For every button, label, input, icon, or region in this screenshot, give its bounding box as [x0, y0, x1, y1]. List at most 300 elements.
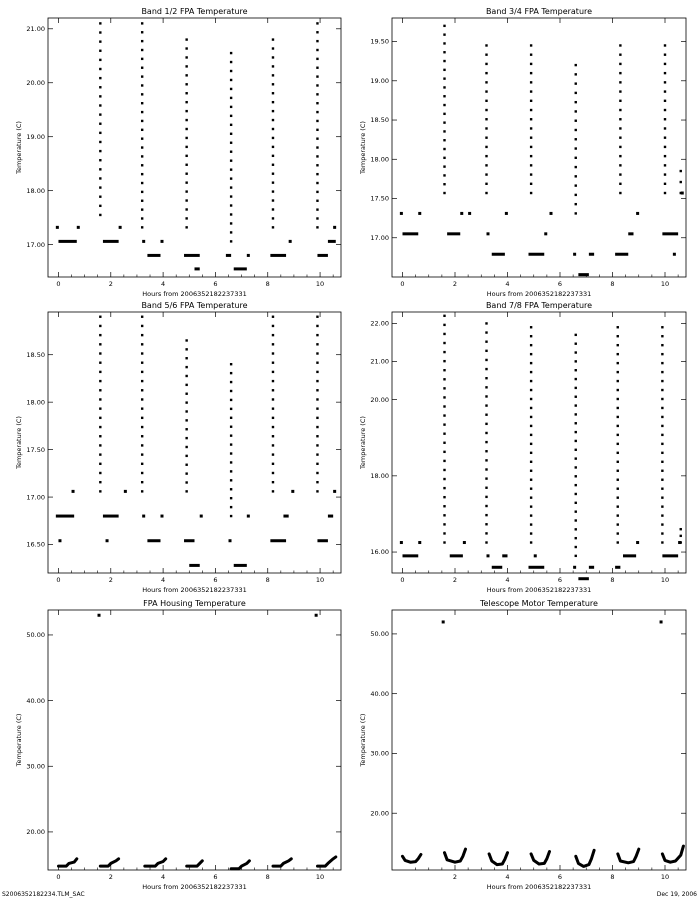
data-point	[617, 514, 619, 516]
data-point	[575, 147, 577, 149]
data-point	[230, 434, 232, 436]
data-segment	[234, 267, 247, 270]
data-point	[230, 426, 232, 428]
data-point	[272, 380, 274, 382]
data-point	[661, 371, 663, 373]
data-point	[443, 478, 445, 480]
data-point	[316, 417, 318, 419]
x-tick-label: 4	[161, 280, 166, 288]
data-point	[443, 387, 445, 389]
data-point	[99, 86, 101, 88]
data-point	[575, 537, 577, 539]
data-point	[485, 109, 487, 111]
y-tick-label: 18.00	[26, 398, 45, 407]
data-point	[575, 466, 577, 468]
data-point	[661, 461, 663, 463]
y-tick-label: 17.00	[26, 240, 45, 249]
data-point	[141, 352, 143, 354]
data-point	[185, 366, 187, 368]
data-point	[661, 452, 663, 454]
y-axis-label: Temperature (C)	[15, 121, 23, 174]
y-tick-label: 19.50	[370, 37, 389, 46]
y-tick-label: 17.50	[26, 445, 45, 454]
data-point	[575, 73, 577, 75]
data-point	[230, 61, 232, 63]
data-point	[661, 344, 663, 346]
data-point	[530, 532, 532, 534]
data-point	[617, 461, 619, 463]
data-point	[680, 170, 682, 172]
data-point	[485, 90, 487, 92]
data-point	[619, 173, 621, 175]
data-segment	[529, 566, 545, 569]
data-point	[185, 226, 187, 228]
data-point	[664, 136, 666, 138]
data-point	[272, 92, 274, 94]
data-point	[316, 352, 318, 354]
data-point	[680, 181, 682, 183]
data-point	[485, 450, 487, 452]
data-point	[530, 44, 532, 46]
data-point	[619, 44, 621, 46]
data-point	[530, 452, 532, 454]
data-point	[619, 72, 621, 74]
data-point	[141, 49, 143, 51]
data-point	[185, 47, 187, 49]
data-point	[619, 146, 621, 148]
data-point	[485, 414, 487, 416]
data-point	[316, 380, 318, 382]
data-segment	[673, 253, 676, 256]
data-point	[443, 86, 445, 88]
x-tick-label: 4	[161, 576, 166, 584]
data-point	[575, 194, 577, 196]
data-point	[617, 326, 619, 328]
data-point	[617, 335, 619, 337]
data-point	[617, 398, 619, 400]
data-point	[99, 426, 101, 428]
data-segment	[184, 539, 194, 542]
data-point	[661, 353, 663, 355]
data-point	[230, 399, 232, 401]
data-point	[661, 380, 663, 382]
data-point	[185, 410, 187, 412]
data-segment	[400, 541, 403, 544]
data-point	[661, 425, 663, 427]
data-point	[141, 435, 143, 437]
data-point	[99, 40, 101, 42]
data-point	[530, 72, 532, 74]
data-segment	[636, 212, 639, 215]
data-point	[185, 164, 187, 166]
plot-frame	[48, 312, 341, 573]
data-point	[664, 44, 666, 46]
data-point	[141, 407, 143, 409]
data-point	[443, 423, 445, 425]
data-point	[316, 120, 318, 122]
data-segment	[403, 232, 419, 235]
data-point	[230, 372, 232, 374]
y-tick-label: 50.00	[370, 630, 389, 639]
data-point	[316, 191, 318, 193]
data-point	[316, 463, 318, 465]
data-point	[230, 488, 232, 490]
data-point	[99, 316, 101, 318]
x-tick-label: 10	[660, 576, 670, 584]
data-curve	[531, 852, 549, 865]
data-point	[272, 110, 274, 112]
data-segment	[56, 515, 74, 518]
data-curve	[618, 849, 639, 863]
data-point	[230, 443, 232, 445]
data-point	[230, 222, 232, 224]
data-curve	[231, 861, 249, 869]
data-point	[99, 68, 101, 70]
data-point	[443, 113, 445, 115]
data-segment	[103, 240, 119, 243]
data-point	[617, 443, 619, 445]
data-point	[185, 119, 187, 121]
data-segment	[487, 554, 490, 557]
data-point	[575, 457, 577, 459]
data-curve	[662, 846, 683, 862]
data-point	[316, 407, 318, 409]
data-segment	[270, 254, 286, 257]
data-segment	[247, 254, 250, 257]
data-point	[272, 444, 274, 446]
data-point	[530, 118, 532, 120]
data-segment	[333, 490, 336, 493]
x-tick-label: 0	[56, 576, 61, 584]
data-point	[664, 53, 666, 55]
plot-frame	[48, 18, 341, 277]
data-point	[272, 217, 274, 219]
data-point	[575, 484, 577, 486]
data-point	[575, 343, 577, 345]
data-segment	[160, 515, 163, 518]
data-point	[316, 58, 318, 60]
data-point	[575, 510, 577, 512]
data-segment	[589, 253, 594, 256]
data-point	[575, 175, 577, 177]
data-segment	[317, 254, 327, 257]
data-point	[272, 481, 274, 483]
data-point	[680, 535, 682, 537]
data-point	[664, 109, 666, 111]
data-point	[141, 173, 143, 175]
data-point	[185, 65, 187, 67]
data-point	[443, 414, 445, 416]
data-segment	[195, 267, 200, 270]
data-point	[530, 100, 532, 102]
data-point	[530, 479, 532, 481]
data-point	[141, 137, 143, 139]
data-point	[230, 151, 232, 153]
data-point	[316, 93, 318, 95]
data-point	[316, 217, 318, 219]
data-segment	[544, 232, 547, 235]
data-point	[141, 389, 143, 391]
data-point	[141, 417, 143, 419]
data-segment	[229, 539, 232, 542]
data-point	[98, 614, 101, 617]
data-point	[141, 164, 143, 166]
data-point	[485, 155, 487, 157]
data-point	[141, 182, 143, 184]
data-segment	[615, 566, 620, 569]
data-segment	[289, 240, 292, 243]
data-segment	[333, 226, 336, 229]
data-point	[316, 435, 318, 437]
data-point	[485, 432, 487, 434]
data-point	[141, 40, 143, 42]
data-segment	[492, 566, 503, 569]
data-segment	[492, 253, 505, 256]
data-point	[443, 360, 445, 362]
data-point	[185, 137, 187, 139]
data-segment	[505, 212, 508, 215]
data-segment	[147, 539, 160, 542]
data-segment	[328, 515, 333, 518]
data-point	[530, 127, 532, 129]
data-point	[230, 52, 232, 54]
data-point	[530, 461, 532, 463]
data-point	[485, 532, 487, 534]
data-point	[230, 186, 232, 188]
data-point	[99, 31, 101, 33]
data-point	[680, 541, 682, 543]
data-point	[99, 95, 101, 97]
data-point	[272, 362, 274, 364]
data-point	[617, 523, 619, 525]
y-axis-label: Temperature (C)	[359, 416, 367, 469]
data-point	[664, 127, 666, 129]
data-point	[141, 481, 143, 483]
data-segment	[529, 253, 545, 256]
data-segment	[578, 273, 589, 276]
data-point	[316, 334, 318, 336]
y-tick-label: 17.50	[370, 194, 389, 203]
chart-title: FPA Housing Temperature	[143, 599, 246, 608]
data-point	[664, 192, 666, 194]
x-tick-label: 2	[452, 576, 458, 584]
data-point	[230, 195, 232, 197]
data-segment	[142, 240, 145, 243]
y-tick-label: 18.00	[370, 155, 389, 164]
data-point	[230, 79, 232, 81]
data-point	[530, 407, 532, 409]
data-point	[617, 380, 619, 382]
data-point	[99, 22, 101, 24]
data-point	[316, 208, 318, 210]
data-point	[99, 490, 101, 492]
data-point	[661, 514, 663, 516]
x-tick-label: 6	[557, 576, 563, 584]
y-tick-label: 17.00	[26, 493, 45, 502]
data-point	[185, 339, 187, 341]
data-point	[185, 384, 187, 386]
x-tick-label: 2	[108, 576, 113, 584]
data-point	[316, 84, 318, 86]
data-point	[443, 183, 445, 185]
data-point	[141, 75, 143, 77]
chart-panel	[359, 7, 686, 298]
data-segment	[615, 253, 628, 256]
data-point	[485, 136, 487, 138]
data-point	[272, 190, 274, 192]
x-tick-label: 10	[660, 873, 670, 881]
data-point	[575, 404, 577, 406]
data-point	[99, 334, 101, 336]
data-point	[443, 121, 445, 123]
data-segment	[106, 539, 109, 542]
x-axis-label: Hours from 2006352182237331	[142, 290, 247, 298]
data-point	[443, 460, 445, 462]
data-point	[575, 360, 577, 362]
data-point	[99, 343, 101, 345]
data-point	[617, 371, 619, 373]
chart-panel	[15, 599, 341, 891]
y-tick-label: 20.00	[26, 828, 45, 837]
data-point	[443, 487, 445, 489]
data-point	[530, 416, 532, 418]
data-point	[230, 142, 232, 144]
data-segment	[184, 254, 200, 257]
data-segment	[317, 539, 327, 542]
data-point	[575, 546, 577, 548]
data-segment	[147, 254, 160, 257]
data-segment	[77, 226, 80, 229]
data-point	[141, 22, 143, 24]
data-point	[272, 56, 274, 58]
data-point	[230, 363, 232, 365]
data-point	[617, 416, 619, 418]
data-point	[443, 324, 445, 326]
y-tick-label: 21.00	[370, 357, 389, 366]
data-point	[99, 463, 101, 465]
data-point	[141, 120, 143, 122]
data-point	[185, 375, 187, 377]
data-point	[141, 371, 143, 373]
data-point	[485, 386, 487, 388]
data-point	[443, 342, 445, 344]
x-tick-label: 6	[557, 280, 563, 288]
data-point	[619, 183, 621, 185]
data-point	[575, 92, 577, 94]
data-point	[272, 208, 274, 210]
data-point	[619, 164, 621, 166]
data-point	[617, 425, 619, 427]
data-point	[230, 417, 232, 419]
data-point	[99, 407, 101, 409]
data-point	[272, 334, 274, 336]
data-segment	[628, 232, 633, 235]
data-point	[141, 362, 143, 364]
data-point	[575, 351, 577, 353]
x-tick-label: 8	[265, 280, 270, 288]
data-segment	[283, 515, 288, 518]
data-point	[141, 93, 143, 95]
data-point	[530, 53, 532, 55]
data-point	[575, 64, 577, 66]
y-tick-label: 19.00	[370, 76, 389, 85]
x-tick-label: 0	[400, 576, 405, 584]
data-point	[185, 92, 187, 94]
data-point	[99, 481, 101, 483]
data-point	[316, 137, 318, 139]
data-point	[530, 335, 532, 337]
data-point	[661, 335, 663, 337]
data-point	[315, 614, 318, 617]
y-tick-label: 30.00	[26, 762, 45, 771]
data-curve	[100, 859, 118, 866]
data-point	[575, 440, 577, 442]
x-tick-label: 2	[452, 280, 458, 288]
data-point	[185, 56, 187, 58]
data-point	[316, 200, 318, 202]
data-point	[141, 398, 143, 400]
chart-panel	[359, 301, 686, 594]
x-tick-label: 2	[452, 873, 458, 881]
y-axis-label: Temperature (C)	[15, 713, 23, 767]
data-point	[485, 459, 487, 461]
data-point	[230, 240, 232, 242]
data-point	[575, 475, 577, 477]
data-point	[664, 183, 666, 185]
data-point	[619, 127, 621, 129]
data-point	[99, 196, 101, 198]
data-point	[443, 532, 445, 534]
data-point	[230, 452, 232, 454]
footer-filename: S2006352182234.TLM_SAC	[2, 891, 85, 898]
data-point	[230, 461, 232, 463]
data-point	[575, 396, 577, 398]
data-curve	[445, 849, 466, 862]
y-tick-label: 50.00	[26, 631, 45, 640]
x-tick-label: 4	[505, 576, 510, 584]
data-point	[443, 192, 445, 194]
data-point	[485, 496, 487, 498]
data-segment	[328, 240, 336, 243]
data-point	[664, 63, 666, 65]
data-point	[485, 118, 487, 120]
data-point	[99, 205, 101, 207]
data-point	[485, 441, 487, 443]
data-point	[230, 479, 232, 481]
data-point	[619, 118, 621, 120]
data-point	[443, 69, 445, 71]
data-point	[316, 371, 318, 373]
data-segment	[234, 564, 247, 567]
data-point	[141, 129, 143, 131]
y-tick-label: 30.00	[370, 749, 389, 758]
data-point	[185, 155, 187, 157]
data-point	[530, 192, 532, 194]
data-segment	[573, 566, 576, 569]
data-point	[575, 493, 577, 495]
x-axis-label: Hours from 2006352182237331	[142, 586, 247, 594]
data-point	[485, 359, 487, 361]
data-point	[141, 155, 143, 157]
data-point	[316, 398, 318, 400]
data-curve	[187, 861, 203, 866]
data-segment	[200, 515, 203, 518]
data-point	[443, 405, 445, 407]
data-point	[141, 84, 143, 86]
data-point	[575, 82, 577, 84]
x-tick-label: 2	[108, 873, 113, 881]
data-point	[230, 213, 232, 215]
